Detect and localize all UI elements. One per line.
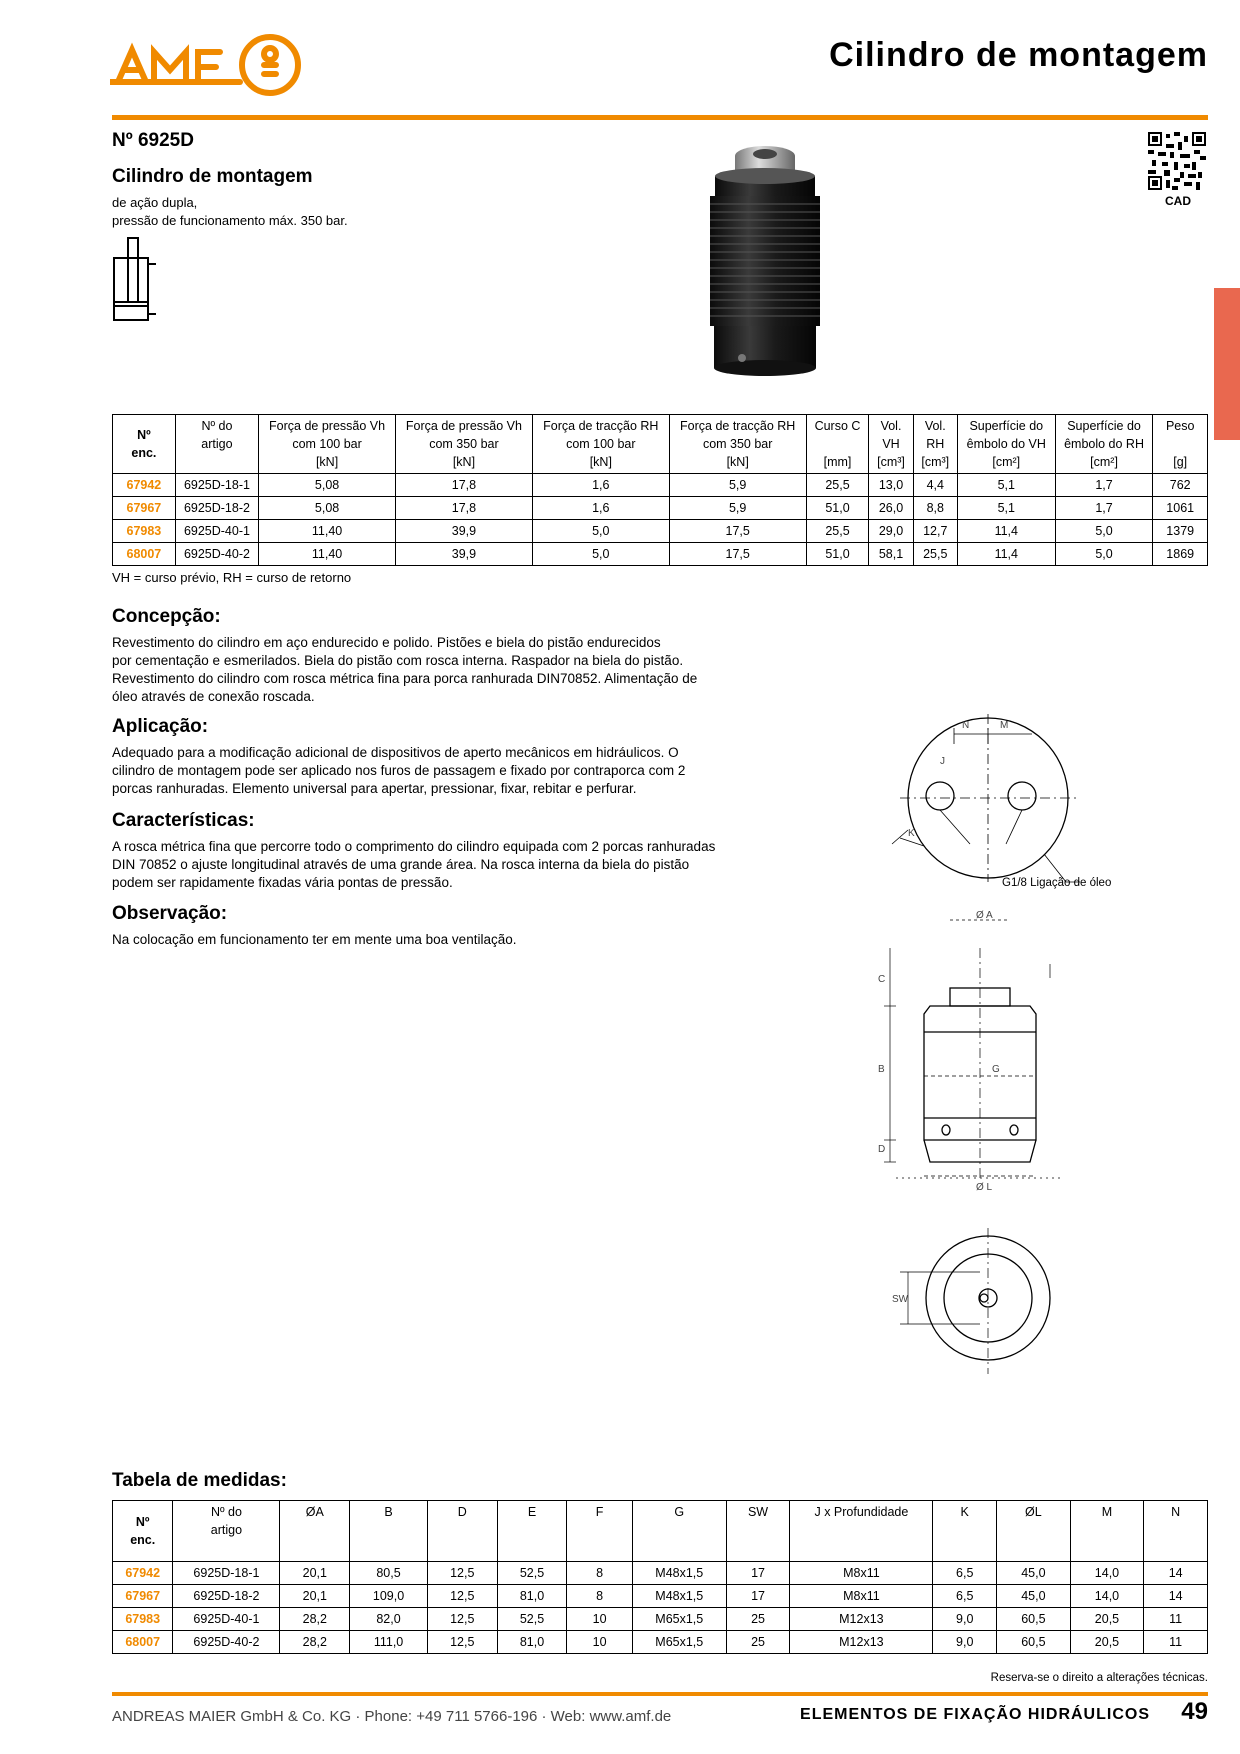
desc-line: de ação dupla, <box>112 195 198 210</box>
section-caracteristicas <box>112 810 792 892</box>
header-text: artigo <box>201 437 233 451</box>
table-row <box>113 474 1208 497</box>
dim-label: SW <box>892 1294 909 1305</box>
table-cell: 14,0 <box>1070 1585 1144 1608</box>
col-l: ØL <box>997 1501 1071 1562</box>
col-vol-vh <box>869 415 913 474</box>
header-text: [cm²] <box>992 455 1021 469</box>
table-cell: 9,0 <box>933 1608 997 1631</box>
table-cell: 25 <box>726 1631 790 1654</box>
col-n: N <box>1144 1501 1208 1562</box>
col-stroke <box>806 415 869 474</box>
section-heading: Aplicação: <box>112 716 209 737</box>
col-sw: SW <box>726 1501 790 1562</box>
table-cell: 81,0 <box>497 1585 567 1608</box>
table-cell: 80,5 <box>350 1562 428 1585</box>
col-f: F <box>567 1501 633 1562</box>
table-cell: 45,0 <box>997 1562 1071 1585</box>
header-text: artigo <box>210 1523 243 1537</box>
header-text: Força de tracção RH <box>680 419 796 433</box>
section-body <box>112 838 792 892</box>
table-cell: 17 <box>726 1562 790 1585</box>
header-text: VH <box>882 437 900 451</box>
cad-label[interactable]: CAD <box>1165 194 1191 208</box>
header-text: êmbolo do RH <box>1064 437 1144 451</box>
spec-header-row <box>113 415 1208 474</box>
table-cell: 6925D-40-2 <box>173 1631 280 1654</box>
header-text: [kN] <box>726 455 749 469</box>
table-cell: 52,5 <box>497 1608 567 1631</box>
table-cell: 39,9 <box>396 520 533 543</box>
body-line: por cementação e esmerilados. Biela do pistão com rosca interna. Raspador na biela do pistão. <box>112 653 684 668</box>
table-cell: 6925D-18-1 <box>173 1562 280 1585</box>
table-cell: 6,5 <box>933 1585 997 1608</box>
col-force-rh-100 <box>532 415 669 474</box>
dim-label: J <box>940 756 945 767</box>
dim-label: Ø L <box>976 1182 993 1193</box>
col-k: K <box>933 1501 997 1562</box>
dim-label: C <box>878 974 886 985</box>
table-cell: 17,5 <box>669 520 806 543</box>
table-row <box>113 1585 1208 1608</box>
dimension-table <box>112 1500 1208 1654</box>
col-force-vh-350 <box>396 415 533 474</box>
table-cell: 82,0 <box>350 1608 428 1631</box>
hydraulic-symbol-icon <box>110 236 160 322</box>
header-text: [cm³] <box>921 455 950 469</box>
col-g: G <box>632 1501 726 1562</box>
order-number-link[interactable]: 68007 <box>113 1631 173 1654</box>
table-cell: 45,0 <box>997 1585 1071 1608</box>
table-cell: 11,40 <box>259 520 396 543</box>
table-cell: 6925D-40-1 <box>173 1608 280 1631</box>
order-number-link[interactable]: 67967 <box>113 497 176 520</box>
dim-label: D <box>878 1144 886 1155</box>
table-cell: 14 <box>1144 1562 1208 1585</box>
header-text: Força de tracção RH <box>543 419 659 433</box>
header-rule <box>112 115 1208 120</box>
table-cell: 6925D-18-2 <box>173 1585 280 1608</box>
table-cell: 14,0 <box>1070 1562 1144 1585</box>
table-cell: 25 <box>726 1608 790 1631</box>
header-text: Superfície do <box>969 419 1044 433</box>
header-text: Superfície do <box>1067 419 1141 433</box>
body-line: cilindro de montagem pode ser aplicado nos furos de passagem e fixado por contraporca com 2 <box>112 763 686 778</box>
table-cell: 52,5 <box>497 1562 567 1585</box>
dim-label: K <box>908 828 915 839</box>
table-cell: 1,7 <box>1055 474 1153 497</box>
order-number-link[interactable]: 67983 <box>113 1608 173 1631</box>
body-line: DIN 70852 o ajuste longitudinal através de uma grande área. Na rosca interna da biela do pistão <box>112 857 690 872</box>
table-cell: 28,2 <box>280 1631 350 1654</box>
dim-label: G <box>992 1064 1000 1075</box>
page-number: 49 <box>1181 1698 1208 1725</box>
table-cell: 11 <box>1144 1608 1208 1631</box>
table-cell: 6925D-18-1 <box>175 474 258 497</box>
table-cell: 17,5 <box>669 543 806 566</box>
table-row <box>113 1631 1208 1654</box>
section-body <box>112 634 752 706</box>
order-number-link[interactable]: 68007 <box>113 543 176 566</box>
section-heading: Observação: <box>112 903 228 924</box>
body-line: Revestimento do cilindro em aço endurecido e polido. Pistões e biela do pistão endurecidos <box>112 635 661 650</box>
table-cell: 25,5 <box>806 474 869 497</box>
footer-company: ANDREAS MAIER GmbH & Co. KG · Phone: +49 711 5766-196 · Web: www.amf.de <box>112 1708 672 1725</box>
table-row <box>113 1608 1208 1631</box>
col-article <box>175 415 258 474</box>
table-cell: 12,5 <box>427 1631 497 1654</box>
body-line: Revestimento do cilindro com rosca métrica fina para porca ranhurada DIN70852. Alimentação de <box>112 671 698 686</box>
table-cell: 11,4 <box>957 520 1055 543</box>
table-cell: 20,5 <box>1070 1631 1144 1654</box>
oil-port-label: G1/8 Ligação de óleo <box>1002 877 1112 889</box>
table-cell: 5,1 <box>957 474 1055 497</box>
section-heading: Concepção: <box>112 606 221 627</box>
dim-header-row <box>113 1501 1208 1562</box>
table-cell: 11,4 <box>957 543 1055 566</box>
table-cell: 28,2 <box>280 1608 350 1631</box>
table-cell: 1,7 <box>1055 497 1153 520</box>
table-cell: 51,0 <box>806 543 869 566</box>
table-cell: 81,0 <box>497 1631 567 1654</box>
table-cell: 20,5 <box>1070 1608 1144 1631</box>
table-cell: 17,8 <box>396 474 533 497</box>
product-number: Nº 6925D <box>112 130 194 151</box>
section-heading: Características: <box>112 810 255 831</box>
table-cell: 6925D-40-2 <box>175 543 258 566</box>
spec-note: VH = curso prévio, RH = curso de retorno <box>112 570 352 585</box>
page-title: Cilindro de montagem <box>829 36 1208 74</box>
header-text: Peso <box>1165 419 1195 433</box>
header-text: Força de pressão Vh <box>269 419 386 433</box>
header-text: Curso C <box>814 419 861 433</box>
table-cell: 14 <box>1144 1585 1208 1608</box>
table-cell: M12x13 <box>790 1631 933 1654</box>
table-cell: 4,4 <box>913 474 957 497</box>
col-surface-rh <box>1055 415 1153 474</box>
drawing-bottom-view <box>880 1228 1060 1378</box>
footer-rule <box>112 1692 1208 1696</box>
table-cell: 5,0 <box>1055 520 1153 543</box>
drawing-side-view <box>860 908 1070 1198</box>
header-text: Nº <box>135 1515 150 1529</box>
dim-label: N <box>962 720 970 731</box>
col-d: D <box>427 1501 497 1562</box>
table-cell: 20,1 <box>280 1585 350 1608</box>
table-cell: 1,6 <box>532 474 669 497</box>
table-cell: 111,0 <box>350 1631 428 1654</box>
header-text: [kN] <box>452 455 476 469</box>
header-text: [g] <box>1173 455 1188 469</box>
table-cell: M48x1,5 <box>632 1562 726 1585</box>
table-cell: 25,5 <box>913 543 957 566</box>
table-cell: M8x11 <box>790 1562 933 1585</box>
table-cell: 8,8 <box>913 497 957 520</box>
header-text: enc. <box>130 1533 156 1547</box>
table-cell: 6925D-18-2 <box>175 497 258 520</box>
header-text: êmbolo do VH <box>966 437 1046 451</box>
product-photo <box>690 140 840 380</box>
table-cell: 12,5 <box>427 1608 497 1631</box>
drawing-top-view <box>880 704 1140 894</box>
table-cell: 12,5 <box>427 1562 497 1585</box>
table-cell: M8x11 <box>790 1585 933 1608</box>
col-b: B <box>350 1501 428 1562</box>
col-j: J x Profundidade <box>790 1501 933 1562</box>
table-cell: 11 <box>1144 1631 1208 1654</box>
table-cell: 17,8 <box>396 497 533 520</box>
table-cell: 6,5 <box>933 1562 997 1585</box>
header-text: Nº <box>137 428 151 442</box>
body-line: A rosca métrica fina que percorre todo o comprimento do cilindro equipada com 2 porcas ranhuradas <box>112 839 716 854</box>
body-line: Na colocação em funcionamento ter em mente uma boa ventilação. <box>112 932 517 947</box>
body-line: podem ser rapidamente fixadas vária pontas de pressão. <box>112 875 453 890</box>
header-text: [cm²] <box>1090 455 1118 469</box>
table-cell: 29,0 <box>869 520 913 543</box>
table-cell: 60,5 <box>997 1631 1071 1654</box>
table-cell: 10 <box>567 1608 633 1631</box>
side-tab <box>1214 288 1240 440</box>
col-a: ØA <box>280 1501 350 1562</box>
dim-label: B <box>878 1064 885 1075</box>
table-cell: M12x13 <box>790 1608 933 1631</box>
order-number-link[interactable]: 67967 <box>113 1585 173 1608</box>
order-number-link[interactable]: 67942 <box>113 1562 173 1585</box>
col-e: E <box>497 1501 567 1562</box>
table-cell: 8 <box>567 1585 633 1608</box>
table-row <box>113 1562 1208 1585</box>
footer-category: ELEMENTOS DE FIXAÇÃO HIDRÁULICOS <box>800 1706 1150 1723</box>
product-description <box>112 194 348 230</box>
section-body <box>112 744 752 798</box>
table-row <box>113 520 1208 543</box>
header-text: Nº do <box>210 1505 242 1519</box>
header-text: com 100 bar <box>292 437 362 451</box>
table-cell: 60,5 <box>997 1608 1071 1631</box>
header-text: Vol. <box>924 419 946 433</box>
amf-logo <box>110 30 305 100</box>
table-cell: 1061 <box>1153 497 1208 520</box>
header-text: [kN] <box>589 455 612 469</box>
table-cell: 8 <box>567 1562 633 1585</box>
table-cell: 1379 <box>1153 520 1208 543</box>
table-cell: 5,9 <box>669 474 806 497</box>
header-text: com 100 bar <box>566 437 636 451</box>
table-cell: 5,08 <box>259 474 396 497</box>
spec-table <box>112 414 1208 566</box>
order-number-link[interactable]: 67983 <box>113 520 176 543</box>
qr-code-icon[interactable] <box>1148 132 1206 190</box>
table-cell: 10 <box>567 1631 633 1654</box>
table-cell: 5,9 <box>669 497 806 520</box>
header-text: RH <box>926 437 945 451</box>
reserve-note: Reserva-se o direito a alterações técnicas. <box>990 1672 1208 1684</box>
table-cell: 13,0 <box>869 474 913 497</box>
table-cell: 5,0 <box>1055 543 1153 566</box>
table-cell: 5,0 <box>532 520 669 543</box>
table-cell: 26,0 <box>869 497 913 520</box>
table-cell: 11,40 <box>259 543 396 566</box>
col-surface-vh <box>957 415 1055 474</box>
table-cell: 39,9 <box>396 543 533 566</box>
table-cell: 1,6 <box>532 497 669 520</box>
desc-line: pressão de funcionamento máx. 350 bar. <box>112 213 348 228</box>
table-cell: 762 <box>1153 474 1208 497</box>
table-cell: 20,1 <box>280 1562 350 1585</box>
header-text: Força de pressão Vh <box>405 419 522 433</box>
col-order-no <box>113 1501 173 1562</box>
header-text: com 350 bar <box>702 437 773 451</box>
col-order-no <box>113 415 176 474</box>
col-vol-rh <box>913 415 957 474</box>
table-cell: 5,08 <box>259 497 396 520</box>
table-cell: 12,7 <box>913 520 957 543</box>
header-text: com 350 bar <box>429 437 499 451</box>
body-line: porcas ranhuradas. Elemento universal para apertar, pressionar, fixar, rebitar e perfurar. <box>112 781 637 796</box>
table-cell: 58,1 <box>869 543 913 566</box>
table-cell: 5,0 <box>532 543 669 566</box>
section-observacao <box>112 903 752 949</box>
table-cell: 6925D-40-1 <box>175 520 258 543</box>
table-cell: M65x1,5 <box>632 1631 726 1654</box>
table-cell: M65x1,5 <box>632 1608 726 1631</box>
section-aplicacao <box>112 716 752 798</box>
body-line: Adequado para a modificação adicional de dispositivos de aperto mecânicos em hidráulicos. O <box>112 745 679 760</box>
section-concepcao <box>112 606 752 706</box>
table-cell: 17 <box>726 1585 790 1608</box>
header-text: Nº do <box>201 419 233 433</box>
table-row <box>113 497 1208 520</box>
table-cell: 5,1 <box>957 497 1055 520</box>
dim-table-title: Tabela de medidas: <box>112 1470 287 1491</box>
table-cell: 12,5 <box>427 1585 497 1608</box>
col-article <box>173 1501 280 1562</box>
order-number-link[interactable]: 67942 <box>113 474 176 497</box>
table-cell: 1869 <box>1153 543 1208 566</box>
header-text: Vol. <box>880 419 902 433</box>
table-cell: 51,0 <box>806 497 869 520</box>
table-cell: M48x1,5 <box>632 1585 726 1608</box>
table-cell: 25,5 <box>806 520 869 543</box>
dim-label: M <box>1000 720 1009 731</box>
table-row <box>113 543 1208 566</box>
header-text: enc. <box>131 446 157 460</box>
header-text: [cm³] <box>877 455 905 469</box>
header-text: [mm] <box>823 455 852 469</box>
section-body <box>112 931 752 949</box>
table-cell: 9,0 <box>933 1631 997 1654</box>
body-line: óleo através de conexão roscada. <box>112 689 315 704</box>
col-force-rh-350 <box>669 415 806 474</box>
table-cell: 109,0 <box>350 1585 428 1608</box>
col-force-vh-100 <box>259 415 396 474</box>
header-text: [kN] <box>315 455 339 469</box>
col-m: M <box>1070 1501 1144 1562</box>
product-name: Cilindro de montagem <box>112 166 313 187</box>
col-weight <box>1153 415 1208 474</box>
dim-label: Ø A <box>976 910 993 921</box>
